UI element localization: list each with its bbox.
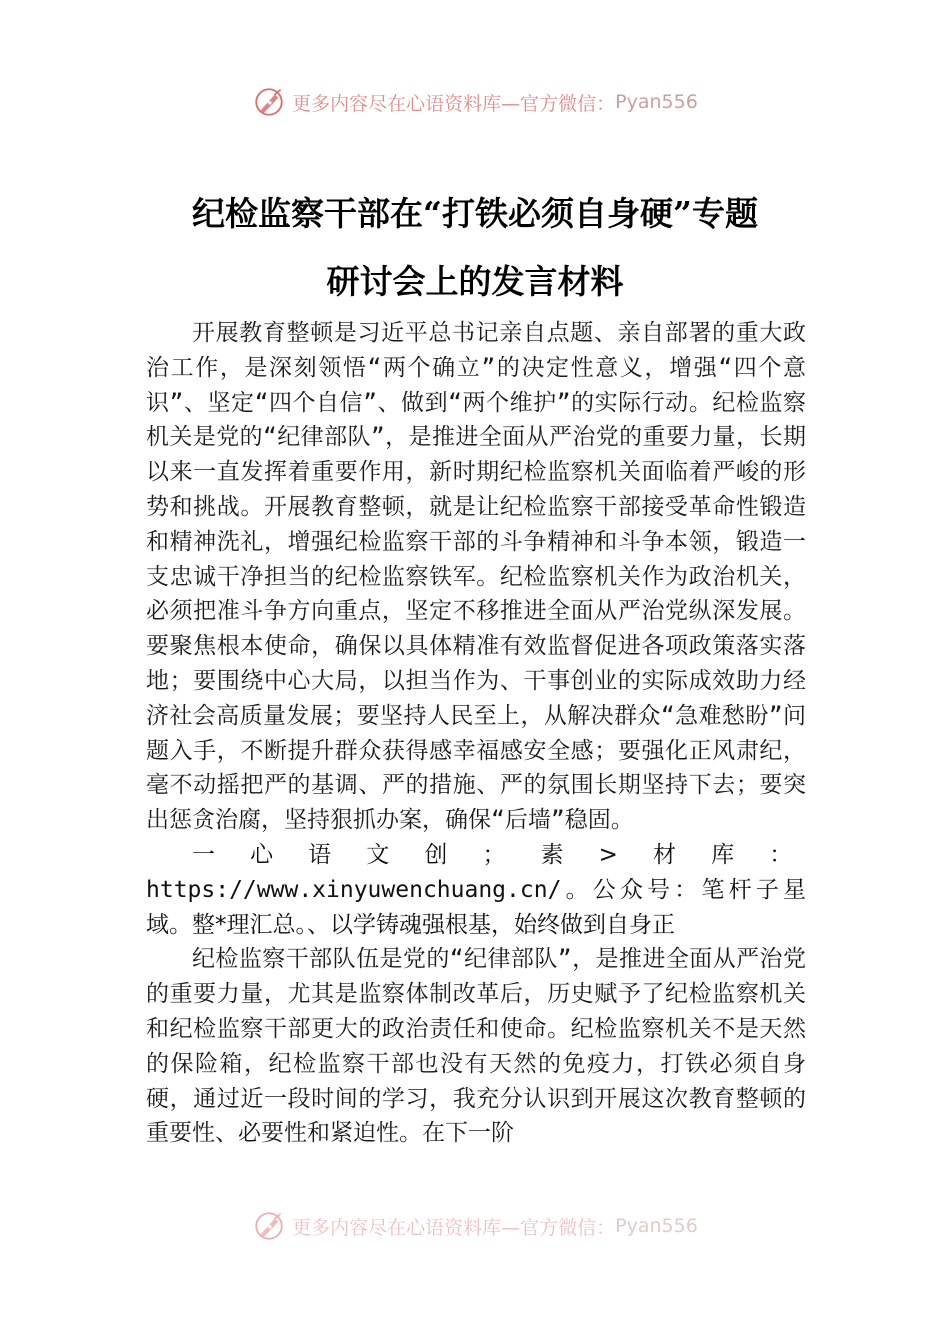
fountain-pen-logo-icon	[252, 1209, 286, 1243]
paragraph-source-note	[146, 838, 806, 942]
source-url-link[interactable]: https://www.xinyuwenchuang.cn/	[146, 876, 562, 903]
watermark-wechat-id: Pyan556	[615, 91, 698, 113]
document-title-line-2: 研讨会上的发言材料	[326, 262, 624, 301]
source-label: 一心语文创；素>材库：	[192, 841, 806, 868]
watermark-text: 更多内容尽在心语资料库—官方微信：	[292, 92, 616, 115]
document-body	[146, 316, 806, 1151]
source-heading: 。公众号：笔杆子星域。整*理汇总。、以学铸魂强根基，始终做到自身正	[146, 876, 806, 938]
watermark-text: 更多内容尽在心语资料库—官方微信：	[292, 1216, 616, 1239]
fountain-pen-logo-icon	[252, 85, 286, 119]
watermark-wechat-id: Pyan556	[615, 1215, 698, 1237]
document-title-line-1: 纪检监察干部在“打铁必须自身硬”专题	[192, 194, 758, 233]
paragraph-intro: 开展教育整顿是习近平总书记亲自点题、亲自部署的重大政治工作，是深刻领悟“两个确立”的决定性意义，增强“四个意识”、坚定“四个自信”、做到“两个维护”的实际行动。纪检监察机关是党的“纪律部队”，是推进全面从严治党的重要力量，长期以来一直发挥着重要作用，新时期纪检监察机关面临着严峻的形势和挑战。开展教育整顿，就是让纪检监察干部接受革命性锻造和精神洗礼，增强纪检监察干部的斗争精神和斗争本领，锻造一支忠诚干净担当的纪检监察铁军。纪检监察机关作为政治机关，必须把准斗争方向重点，坚定不移推进全面从严治党纵深发展。要聚焦根本使命，确保以具体精准有效监督促进各项政策落实落地；要围绕中心大局，以担当作为、干事创业的实际成效助力经济社会高质量发展；要坚持人民至上，从解决群众“急难愁盼”问题入手，不断提升群众获得感幸福感安全感；要强化正风肃纪，毫不动摇把严的基调、严的措施、严的氛围长期坚持下去；要突出惩贪治腐，坚持狠抓办案，确保“后墙”稳固。	[146, 320, 806, 834]
paragraph-section-1: 纪检监察干部队伍是党的“纪律部队”，是推进全面从严治党的重要力量，尤其是监察体制改革后，历史赋予了纪检监察机关和纪检监察干部更大的政治责任和使命。纪检监察机关不是天然的保险箱，纪检监察干部也没有天然的免疫力，打铁必须自身硬，通过近一段时间的学习，我充分认识到开展这次教育整顿的重要性、必要性和紧迫性。在下一阶	[146, 946, 806, 1147]
footer-watermark	[0, 1208, 950, 1244]
header-watermark	[0, 84, 950, 120]
